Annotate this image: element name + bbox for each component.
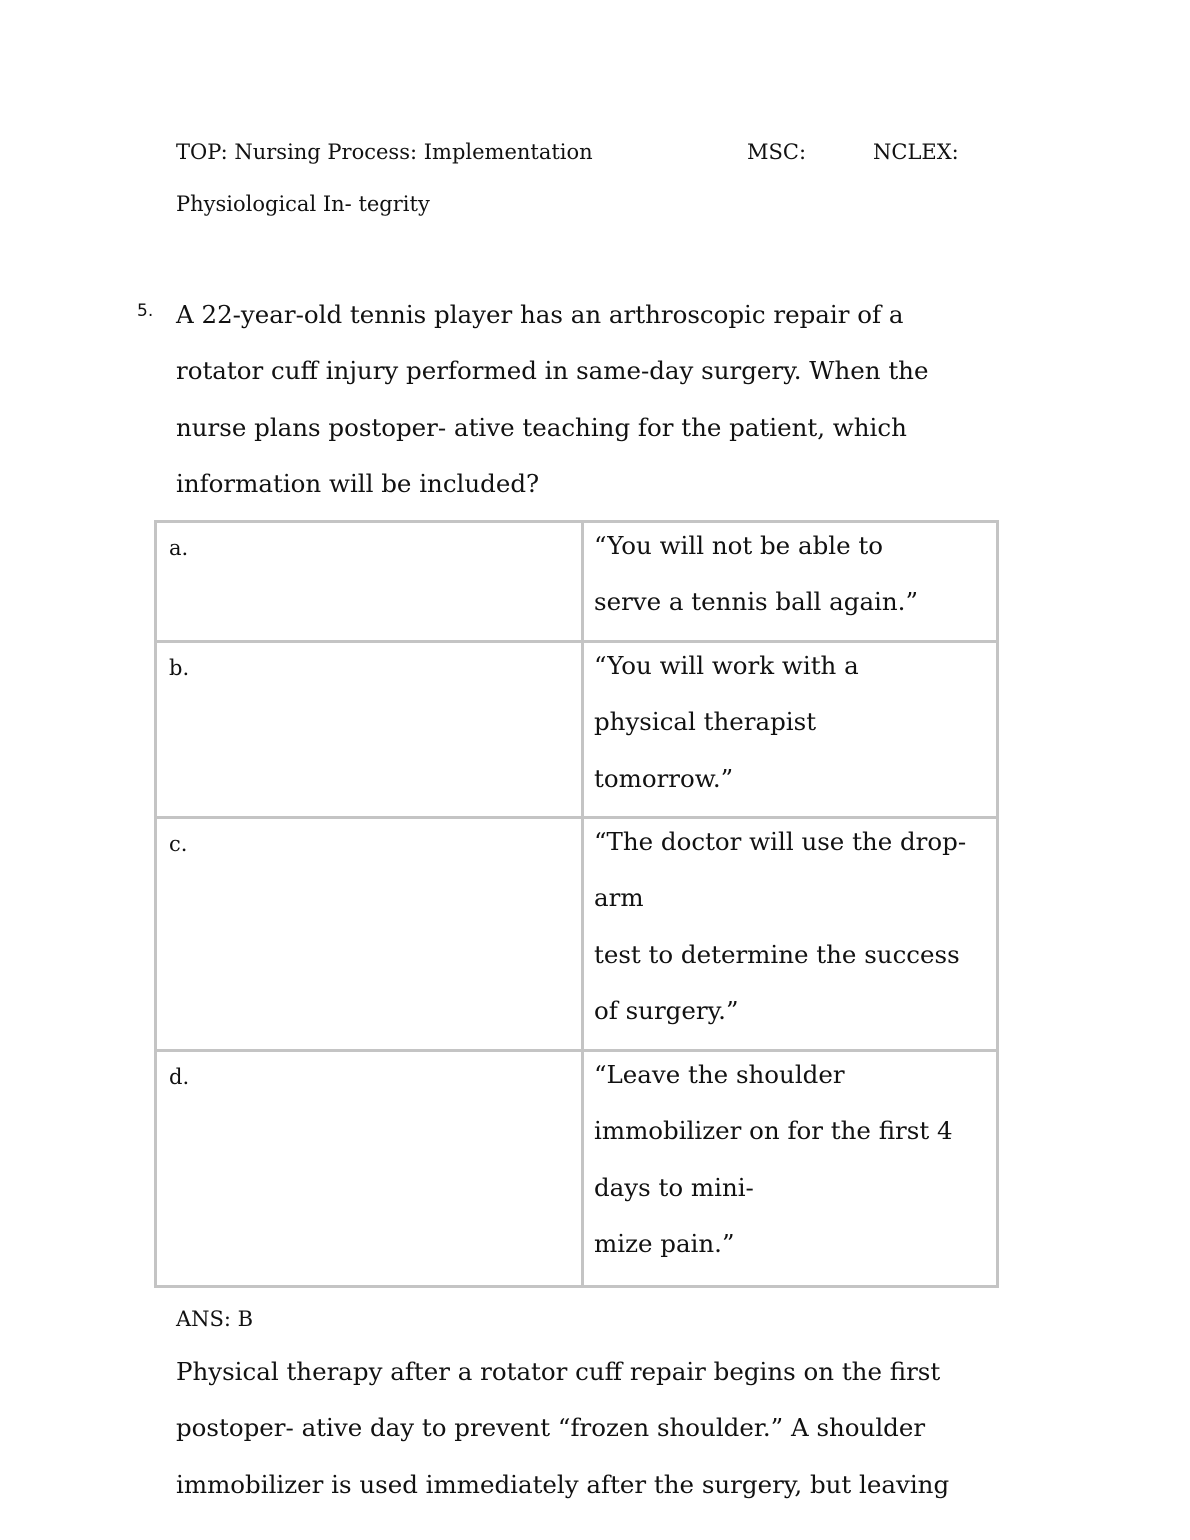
choice-text (584, 1047, 996, 1272)
choice-text (584, 518, 996, 631)
question-line: nurse plans postoper- ative teaching for the patient, which (176, 412, 907, 442)
choice-text-line: “You will work with a (594, 651, 859, 680)
choice-row-d (156, 1051, 998, 1287)
choice-text-line: mize pain.” (594, 1228, 735, 1258)
question-line: rotator cuff injury performed in same-day surgery. When the (176, 356, 929, 386)
rationale-text (176, 1344, 996, 1513)
choice-letter-cell (156, 642, 583, 818)
choice-text-line: “Leave the shoulder (594, 1060, 845, 1089)
choice-letter: c. (169, 832, 188, 856)
choice-letter-cell (156, 1051, 583, 1287)
answer-key: ANS: B (176, 1307, 254, 1331)
choice-letter-cell (156, 818, 583, 1051)
choice-text-line: test to determine the success (594, 939, 960, 969)
choice-letter: a. (169, 536, 189, 560)
choice-text-line: arm (594, 883, 644, 913)
choice-text-line: days to mini- (594, 1172, 754, 1202)
nclex-label: NCLEX: (873, 140, 959, 164)
choice-text-line: “You will not be able to (594, 531, 883, 560)
rationale-line: Physical therapy after a rotator cuff repair begins on the first (176, 1357, 941, 1386)
rationale-line: immobilizer is used immediately after the surgery, but leaving (176, 1469, 950, 1499)
question-line: information will be included? (176, 468, 540, 498)
choice-text-line: immobilizer on for the first 4 (594, 1116, 953, 1146)
question-number: 5. (137, 301, 154, 321)
choice-letter: d. (169, 1065, 190, 1089)
choice-text-cell (583, 818, 998, 1051)
question-stem (176, 287, 986, 512)
choice-text-line: “The doctor will use the drop- (594, 827, 967, 856)
choice-text-line: serve a tennis ball again.” (594, 587, 918, 617)
choice-text-line: tomorrow.” (594, 763, 734, 793)
choice-text (584, 638, 996, 807)
choice-text-line: physical therapist (594, 707, 817, 737)
choice-letter-cell (156, 522, 583, 642)
choice-row-c (156, 818, 998, 1051)
choice-text-cell (583, 642, 998, 818)
topic-label: TOP: Nursing Process: Implementation (176, 140, 593, 164)
msc-label: MSC: (747, 140, 807, 164)
choice-letter: b. (169, 656, 190, 680)
answer-choices-table (154, 520, 999, 1288)
choice-row-b (156, 642, 998, 818)
choice-text (584, 814, 996, 1039)
metadata-continuation: Physiological In- tegrity (176, 192, 430, 216)
metadata-line (176, 142, 976, 166)
choice-text-cell (583, 1051, 998, 1287)
choice-text-line: of surgery.” (594, 995, 739, 1025)
question-line: A 22-year-old tennis player has an arthroscopic repair of a (176, 300, 904, 329)
choice-row-a (156, 522, 998, 642)
choice-text-cell (583, 522, 998, 642)
rationale-line: postoper- ative day to prevent “frozen shoulder.” A shoulder (176, 1413, 926, 1443)
